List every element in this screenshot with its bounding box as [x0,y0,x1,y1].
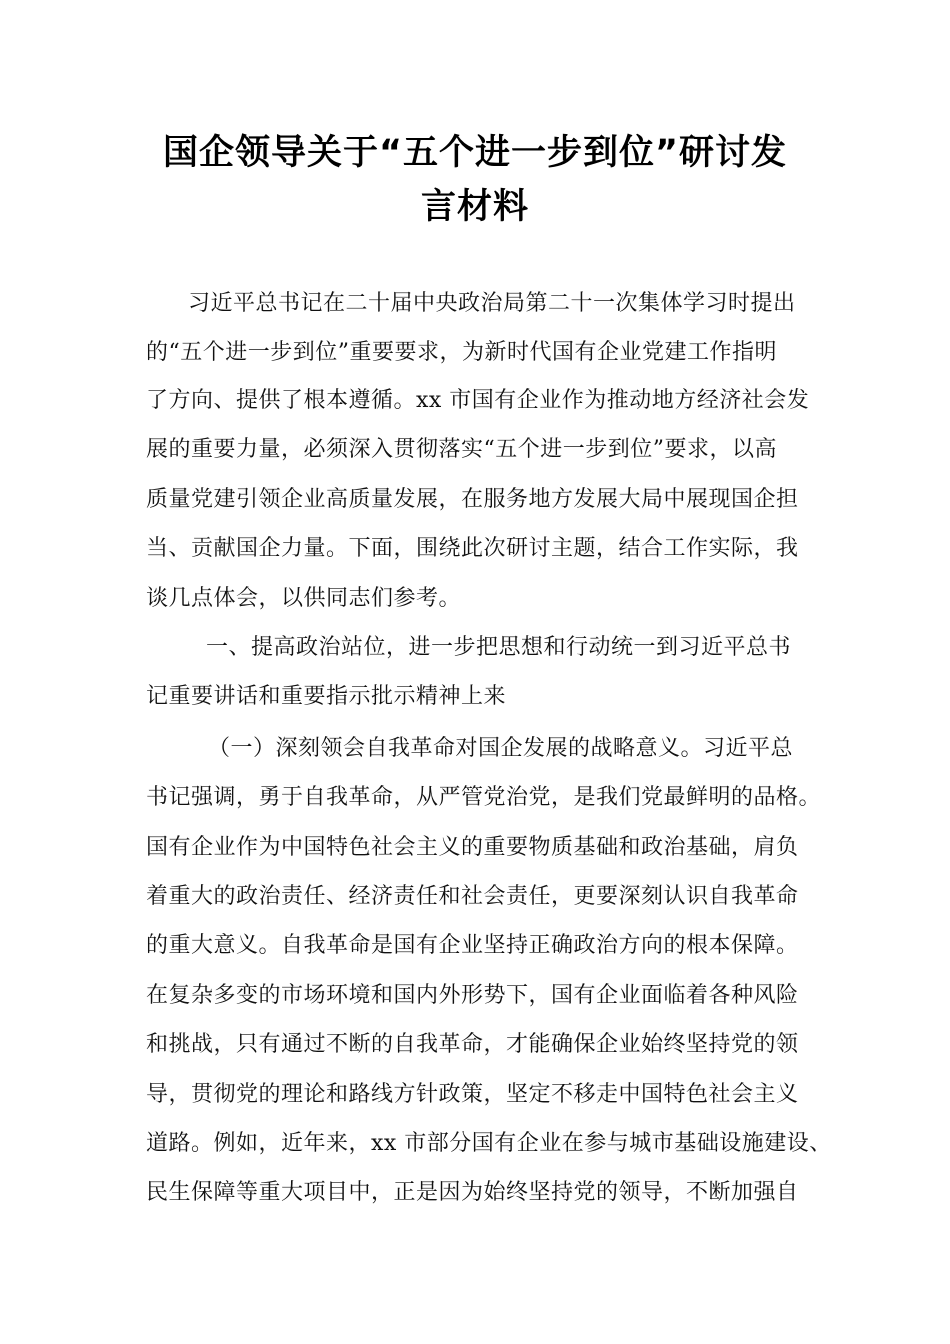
paragraph-line: 着重大的政治责任、经济责任和社会责任，更要深刻认识自我革命 [146,884,799,909]
title-line-1: 国企领导关于“五个进一步到位”研讨发 [162,133,787,173]
paragraph-line: 当、贡献国企力量。下面，围绕此次研讨主题，结合工作实际，我 [146,536,799,561]
paragraph-line: 国有企业作为中国特色社会主义的重要物质基础和政治基础，肩负 [146,835,799,860]
section-heading-line: 记重要讲话和重要指示批示精神上来 [146,684,507,709]
paragraph-line: 展的重要力量，必须深入贯彻落实“五个进一步到位”要求，以高 [146,437,777,462]
paragraph-line: 在复杂多变的市场环境和国内外形势下，国有企业面临着各种风险 [146,983,799,1008]
section-heading-line: 一、提高政治站位，进一步把思想和行动统一到习近平总书 [206,635,792,660]
paragraph-line: 书记强调，勇于自我革命，从严管党治党，是我们党最鲜明的品格。 [146,785,822,810]
paragraph-line: （一）深刻领会自我革命对国企发展的战略意义。习近平总 [208,736,794,761]
paragraph-line: 的重大意义。自我革命是国有企业坚持正确政治方向的根本保障。 [146,933,799,958]
document-title [140,126,810,234]
title-line-2: 言材料 [420,187,529,227]
paragraph-line: 和挑战，只有通过不断的自我革命，才能确保企业始终坚持党的领 [146,1032,799,1057]
paragraph-line: 习近平总书记在二十届中央政治局第二十一次集体学习时提出 [188,291,796,316]
paragraph-line: 质量党建引领企业高质量发展，在服务地方发展大局中展现国企担 [146,487,799,512]
paragraph-line: 道路。例如，近年来，xx 市部分国有企业在参与城市基础设施建设、 [146,1131,832,1156]
paragraph-line: 民生保障等重大项目中，正是因为始终坚持党的领导，不断加强自 [146,1180,799,1205]
paragraph-line: 导，贯彻党的理论和路线方针政策，坚定不移走中国特色社会主义 [146,1082,799,1107]
paragraph-line: 谈几点体会，以供同志们参考。 [146,586,462,611]
paragraph-line: 了方向、提供了根本遵循。xx 市国有企业作为推动地方经济社会发 [146,388,810,413]
paragraph-line: 的“五个进一步到位”重要要求，为新时代国有企业党建工作指明 [146,340,777,365]
